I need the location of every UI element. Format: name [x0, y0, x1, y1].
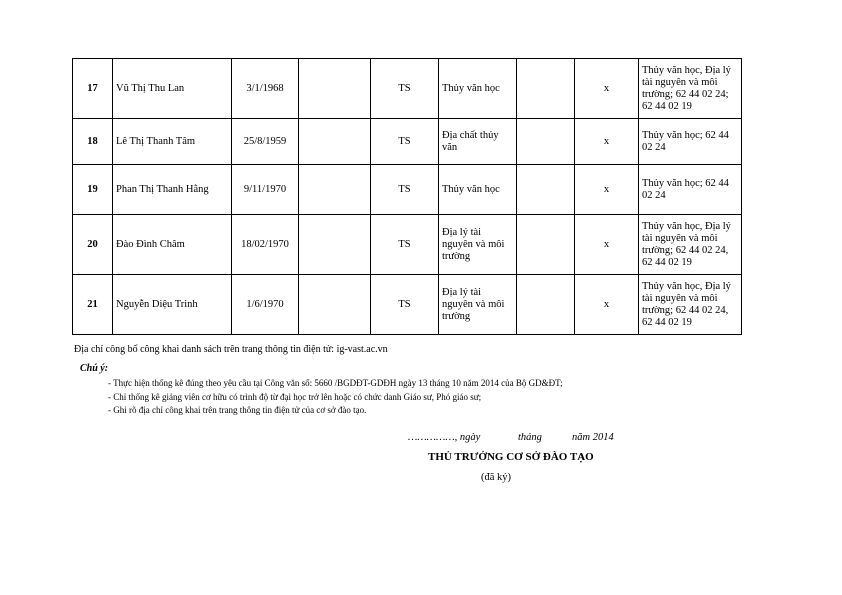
note-title: Chú ý: — [80, 363, 109, 374]
empty-cell — [517, 165, 575, 215]
date-day: ……………, ngày — [408, 432, 481, 443]
table-row — [73, 275, 742, 335]
row-number: 21 — [73, 275, 113, 335]
table-row — [73, 165, 742, 215]
specialty: Địa chất thủy văn — [439, 119, 517, 165]
mark-x: x — [575, 275, 639, 335]
row-number: 19 — [73, 165, 113, 215]
degree: TS — [371, 215, 439, 275]
row-number: 17 — [73, 59, 113, 119]
signature-status: (đã ký) — [481, 472, 512, 483]
staff-name: Vũ Thị Thu Lan — [113, 59, 232, 119]
birth-date: 25/8/1959 — [232, 119, 299, 165]
program-codes: Thủy văn học, Địa lý tài nguyên và môi trường; 62 44 02 24; 62 44 02 19 — [639, 59, 742, 119]
note-item: - Thực hiện thống kê đúng theo yêu cầu tại Công văn số: 5660 /BGDĐT-GDĐH ngày 13 tháng 10 năm 2014 của Bộ GD&ĐT; — [108, 378, 563, 388]
empty-cell — [299, 215, 371, 275]
birth-date: 1/6/1970 — [232, 275, 299, 335]
program-codes: Thủy văn học; 62 44 02 24 — [639, 165, 742, 215]
empty-cell — [299, 165, 371, 215]
note-item: - Ghi rõ địa chỉ công khai trên trang thông tin điện tử của cơ sở đào tạo. — [108, 405, 367, 415]
note-item: - Chỉ thống kê giảng viên cơ hữu có trình độ từ đại học trở lên hoặc có chức danh Giáo sư, Phó giáo sư; — [108, 392, 482, 402]
degree: TS — [371, 165, 439, 215]
degree: TS — [371, 119, 439, 165]
empty-cell — [517, 119, 575, 165]
row-number: 18 — [73, 119, 113, 165]
mark-x: x — [575, 165, 639, 215]
row-number: 20 — [73, 215, 113, 275]
table-body — [73, 59, 742, 335]
empty-cell — [517, 275, 575, 335]
staff-name: Phan Thị Thanh Hằng — [113, 165, 232, 215]
empty-cell — [299, 119, 371, 165]
date-year: năm 2014 — [572, 432, 614, 443]
empty-cell — [299, 59, 371, 119]
specialty: Thủy văn học — [439, 165, 517, 215]
birth-date: 9/11/1970 — [232, 165, 299, 215]
table-row — [73, 59, 742, 119]
specialty: Địa lý tài nguyên và môi trường — [439, 215, 517, 275]
mark-x: x — [575, 59, 639, 119]
staff-name: Lê Thị Thanh Tâm — [113, 119, 232, 165]
specialty: Thủy văn học — [439, 59, 517, 119]
staff-table — [72, 58, 742, 335]
degree: TS — [371, 275, 439, 335]
birth-date: 18/02/1970 — [232, 215, 299, 275]
birth-date: 3/1/1968 — [232, 59, 299, 119]
degree: TS — [371, 59, 439, 119]
specialty: Địa lý tài nguyên và môi trường — [439, 275, 517, 335]
staff-name: Nguyễn Diệu Trinh — [113, 275, 232, 335]
program-codes: Thủy văn học, Địa lý tài nguyên và môi trường; 62 44 02 24, 62 44 02 19 — [639, 215, 742, 275]
table-row — [73, 119, 742, 165]
address-line: Địa chỉ công bố công khai danh sách trên trang thông tin điện tử: ig-vast.ac.vn — [74, 344, 388, 355]
mark-x: x — [575, 119, 639, 165]
staff-name: Đào Đình Châm — [113, 215, 232, 275]
signature-title: THỦ TRƯỞNG CƠ SỞ ĐÀO TẠO — [428, 451, 594, 463]
program-codes: Thủy văn học; 62 44 02 24 — [639, 119, 742, 165]
empty-cell — [299, 275, 371, 335]
table-row — [73, 215, 742, 275]
empty-cell — [517, 59, 575, 119]
program-codes: Thủy văn học, Địa lý tài nguyên và môi trường; 62 44 02 24, 62 44 02 19 — [639, 275, 742, 335]
empty-cell — [517, 215, 575, 275]
signature-date-line — [408, 432, 614, 443]
date-month: tháng — [518, 432, 542, 443]
mark-x: x — [575, 215, 639, 275]
